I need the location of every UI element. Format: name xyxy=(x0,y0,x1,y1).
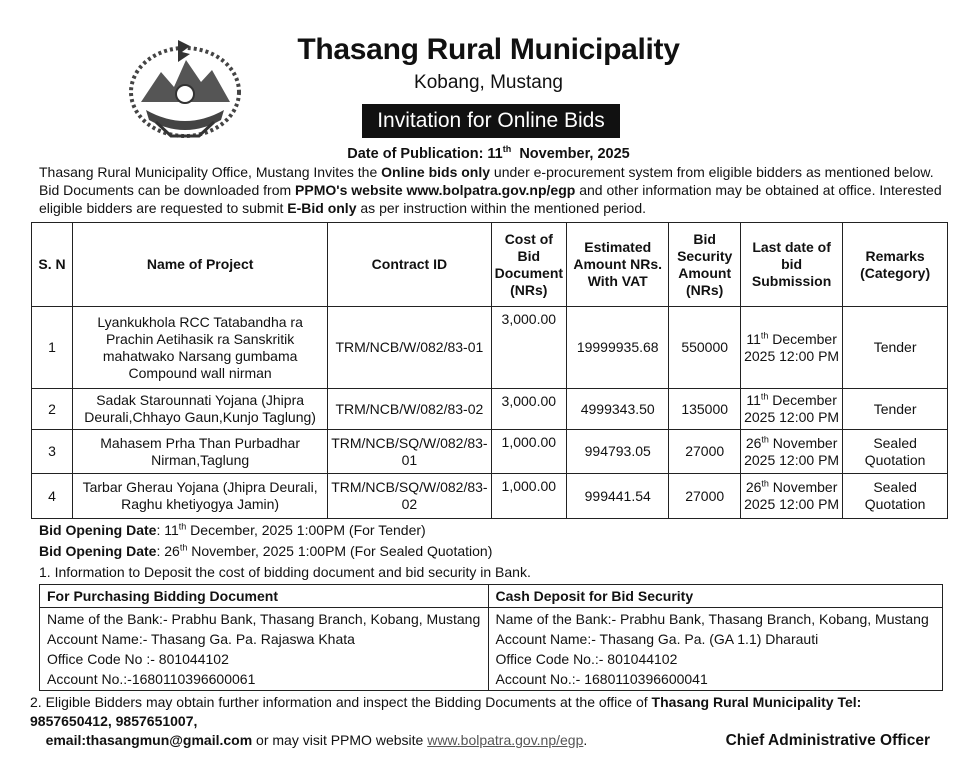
purchase-doc-details xyxy=(40,608,489,691)
intro-paragraph: Thasang Rural Municipality Office, Mustang Invites the Online bids only under e-procurement system from eligible bidders as mentioned below. Bid Documents can be downloaded from PPMO's website www.bolpatra.gov.np/egp and other information may be obtained at office. Interested eligible bidders are requested to submit E-Bid only as per instruction within the mentioned period. xyxy=(39,164,942,216)
cell-estimate: 999441.54 xyxy=(567,474,669,519)
cash-deposit-details xyxy=(488,608,942,691)
cell-last-date: 26th November 2025 12:00 PM xyxy=(740,430,842,474)
cell-estimate: 994793.05 xyxy=(567,430,669,474)
table-row xyxy=(32,430,948,474)
cell-last-date: 11th December 2025 12:00 PM xyxy=(740,389,842,430)
cell-contract: TRM/NCB/W/082/83-01 xyxy=(328,307,491,389)
cell-last-date: 26th November 2025 12:00 PM xyxy=(740,474,842,519)
organization-name: Thasang Rural Municipality xyxy=(297,33,680,66)
cell-remarks: Sealed Quotation xyxy=(843,430,948,474)
cell-contract: TRM/NCB/SQ/W/082/83-02 xyxy=(328,474,491,519)
cell-project: Tarbar Gherau Yojana (Jhipra Deurali, Raghu khetiyogya Jamin) xyxy=(73,474,328,519)
cell-security: 135000 xyxy=(669,389,741,430)
organization-location: Kobang, Mustang xyxy=(414,72,563,93)
cell-security: 27000 xyxy=(669,474,741,519)
bank-name: Name of the Bank:- Prabhu Bank, Thasang Branch, Kobang, Mustang xyxy=(47,611,481,627)
cell-cost: 1,000.00 xyxy=(491,474,566,519)
bid-opening-sealed: Bid Opening Date: 26th November, 2025 1:00PM (For Sealed Quotation) xyxy=(39,542,493,559)
cell-security: 550000 xyxy=(669,307,741,389)
purchase-doc-header: For Purchasing Bidding Document xyxy=(40,585,489,608)
header-estimate: Estimated Amount NRs. With VAT xyxy=(567,223,669,307)
cell-remarks: Tender xyxy=(843,389,948,430)
bid-opening-tender: Bid Opening Date: 11th December, 2025 1:00PM (For Tender) xyxy=(39,521,426,538)
notice-title: Invitation for Online Bids xyxy=(362,104,620,138)
cell-project: Lyankukhola RCC Tatabandha ra Prachin Aetihasik ra Sanskritik mahatwako Narsang gumbama Compound wall nirman xyxy=(73,307,328,389)
signatory-title: Chief Administrative Officer xyxy=(725,732,930,749)
deposit-info-heading: 1. Information to Deposit the cost of bidding document and bid security in Bank. xyxy=(39,564,531,580)
bank-header-row xyxy=(40,585,943,608)
account-number: Account No.:-1680110396600061 xyxy=(47,671,256,687)
account-name: Account Name:- Thasang Ga. Pa. Rajaswa Khata xyxy=(47,631,355,647)
bank-name: Name of the Bank:- Prabhu Bank, Thasang Branch, Kobang, Mustang xyxy=(495,611,929,627)
cell-sn: 3 xyxy=(32,430,73,474)
table-row xyxy=(32,474,948,519)
bank-details-row xyxy=(40,608,943,691)
cell-estimate: 4999343.50 xyxy=(567,389,669,430)
account-name: Account Name:- Thasang Ga. Pa. (GA 1.1) Dharauti xyxy=(495,631,819,647)
cash-deposit-header: Cash Deposit for Bid Security xyxy=(488,585,942,608)
publication-date: Date of Publication: 11th November, 2025 xyxy=(347,144,630,162)
cell-project: Sadak Starounnati Yojana (Jhipra Deurali,Chhayo Gaun,Kunjo Taglung) xyxy=(73,389,328,430)
cell-last-date: 11th December 2025 12:00 PM xyxy=(740,307,842,389)
header-contract-id: Contract ID xyxy=(328,223,491,307)
office-code: Office Code No :- 801044102 xyxy=(47,651,229,667)
cell-remarks: Tender xyxy=(843,307,948,389)
table-header-row xyxy=(32,223,948,307)
header-sn: S. N xyxy=(32,223,73,307)
cell-security: 27000 xyxy=(669,430,741,474)
ppmo-link[interactable]: www.bolpatra.gov.np/egp xyxy=(427,732,584,748)
cell-contract: TRM/NCB/W/082/83-02 xyxy=(328,389,491,430)
cell-cost: 3,000.00 xyxy=(491,307,566,389)
header-cost: Cost of Bid Document (NRs) xyxy=(491,223,566,307)
bids-table xyxy=(31,222,948,519)
bank-info-table xyxy=(39,584,943,691)
cell-contract: TRM/NCB/SQ/W/082/83-01 xyxy=(328,430,491,474)
cell-remarks: Sealed Quotation xyxy=(843,474,948,519)
header-last-date: Last date of bid Submission xyxy=(740,223,842,307)
office-code: Office Code No.:- 801044102 xyxy=(495,651,678,667)
account-number: Account No.:- 1680110396600041 xyxy=(495,671,708,687)
table-row xyxy=(32,389,948,430)
cell-sn: 4 xyxy=(32,474,73,519)
cell-estimate: 19999935.68 xyxy=(567,307,669,389)
header-remarks: Remarks (Category) xyxy=(843,223,948,307)
cell-cost: 1,000.00 xyxy=(491,430,566,474)
cell-sn: 1 xyxy=(32,307,73,389)
cell-sn: 2 xyxy=(32,389,73,430)
header-security: Bid Security Amount (NRs) xyxy=(669,223,741,307)
table-row xyxy=(32,307,948,389)
cell-cost: 3,000.00 xyxy=(491,389,566,430)
further-info-paragraph: 2. Eligible Bidders may obtain further information and inspect the Bidding Documents at the office of Thasang Rural Municipality Tel: 9857650412, 9857651007, email:thasangmun@gmail.com or may visit PPMO website www.bolpatra.gov.np/egp. xyxy=(30,694,862,748)
header-project: Name of Project xyxy=(73,223,328,307)
cell-project: Mahasem Prha Than Purbadhar Nirman,Taglung xyxy=(73,430,328,474)
